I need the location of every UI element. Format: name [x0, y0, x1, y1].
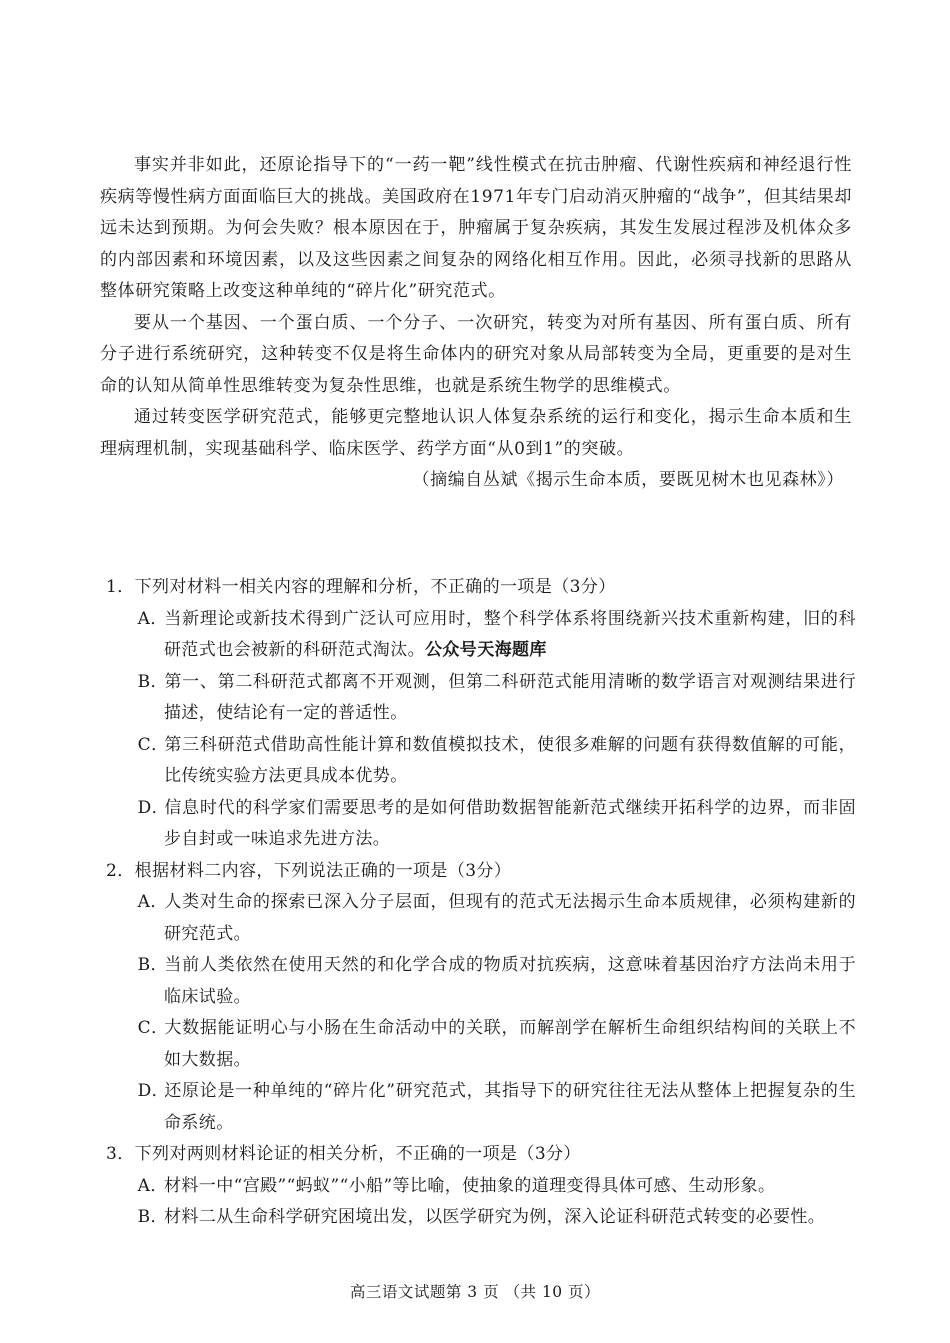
option-c	[122, 730, 856, 793]
option-c	[122, 1013, 856, 1076]
option-letter: A．	[137, 892, 168, 912]
question-stem: 2．根据材料二内容，下列说法正确的一项是（3分）	[106, 860, 512, 881]
option-text: 第三科研范式借助高性能计算和数值模拟技术，使很多难解的问题有获得数值解的可能，比传统实验方法更具成本优势。	[164, 734, 856, 786]
option-text: 人类对生命的探索已深入分子层面，但现有的范式无法揭示生命本质规律，必须构建新的研究范式。	[164, 892, 856, 944]
option-letter: B．	[137, 1207, 168, 1227]
page-footer: 高三语文试题第 3 页 （共 10 页）	[349, 1283, 601, 1301]
reading-passage	[100, 150, 852, 497]
question-stem: 3．下列对两则材料论证的相关分析，不正确的一项是（3分）	[106, 1144, 581, 1164]
option-d	[122, 793, 856, 856]
option-b	[122, 950, 856, 1013]
option-letter: B．	[137, 955, 168, 975]
question-list	[100, 572, 856, 1234]
option-letter: B．	[137, 671, 168, 692]
option-a	[122, 604, 856, 667]
passage-paragraph-3: 通过转变医学研究范式，能够更完整地认识人体复杂系统的运行和变化，揭示生命本质和生理病理机制，实现基础科学、临床医学、药学方面“从0到1”的突破。	[100, 407, 852, 459]
option-text: 第一、第二科研范式都离不开观测，但第二科研范式能用清晰的数学语言对观测结果进行描述，使结论有一定的普适性。	[164, 671, 856, 723]
passage-paragraph-1: 事实并非如此，还原论指导下的“一药一靶”线性模式在抗击肿瘤、代谢性疾病和神经退行性疾病等慢性病方面面临巨大的挑战。美国政府在1971年专门启动消灭肿瘤的“战争”，但其结果却远未达到预期。为何会失败？根本原因在于，肿瘤属于复杂疾病，其发生发展过程涉及机体众多的内部因素和环境因素，以及这些因素之间复杂的网络化相互作用。因此，必须寻找新的思路从整体研究策略上改变这种单纯的“碎片化”研究范式。	[100, 155, 852, 301]
question-1	[100, 572, 856, 856]
option-a	[122, 1171, 856, 1203]
passage-source: （摘编自丛斌《揭示生命本质，要既见树木也见森林》）	[412, 470, 844, 490]
option-letter: D．	[137, 1081, 170, 1101]
watermark-label: 公众号天海题库	[425, 640, 547, 660]
option-letter: C．	[137, 734, 169, 755]
option-d	[122, 1076, 856, 1139]
option-text: 材料一中“宫殿”“蚂蚁”“小船”等比喻，使抽象的道理变得具体可感、生动形象。	[164, 1175, 776, 1196]
option-text: 当新理论或新技术得到广泛认可应用时，整个科学体系将围绕新兴技术重新构建，旧的科研范式也会被新的科研范式淘汰。	[164, 608, 856, 660]
question-3	[100, 1139, 856, 1234]
passage-paragraph-2: 要从一个基因、一个蛋白质、一个分子、一次研究，转变为对所有基因、所有蛋白质、所有分子进行系统研究，这种转变不仅是将生命体内的研究对象从局部转变为全局，更重要的是对生命的认知从简单性思维转变为复杂性思维，也就是系统生物学的思维模式。	[100, 312, 852, 396]
option-b	[122, 1202, 856, 1234]
option-letter: D．	[137, 797, 170, 818]
option-a	[122, 887, 856, 950]
option-letter: C．	[137, 1018, 169, 1038]
option-text: 还原论是一种单纯的“碎片化”研究范式，其指导下的研究往往无法从整体上把握复杂的生命系统。	[164, 1081, 856, 1133]
option-text: 材料二从生命科学研究困境出发，以医学研究为例，深入论证科研范式转变的必要性。	[164, 1207, 826, 1227]
option-text: 信息时代的科学家们需要思考的是如何借助数据智能新范式继续开拓科学的边界，而非固步自封或一味追求先进方法。	[164, 797, 856, 849]
option-text: 大数据能证明心与小肠在生命活动中的关联，而解剖学在解析生命组织结构间的关联上不如大数据。	[164, 1018, 856, 1070]
option-letter: A．	[137, 608, 168, 629]
question-stem: 1．下列对材料一相关内容的理解和分析，不正确的一项是（3分）	[106, 577, 616, 597]
question-2	[100, 856, 856, 1140]
option-letter: A．	[137, 1175, 168, 1196]
option-text: 当前人类依然在使用天然的和化学合成的物质对抗疾病，这意味着基因治疗方法尚未用于临床试验。	[164, 955, 856, 1007]
option-b	[122, 667, 856, 730]
